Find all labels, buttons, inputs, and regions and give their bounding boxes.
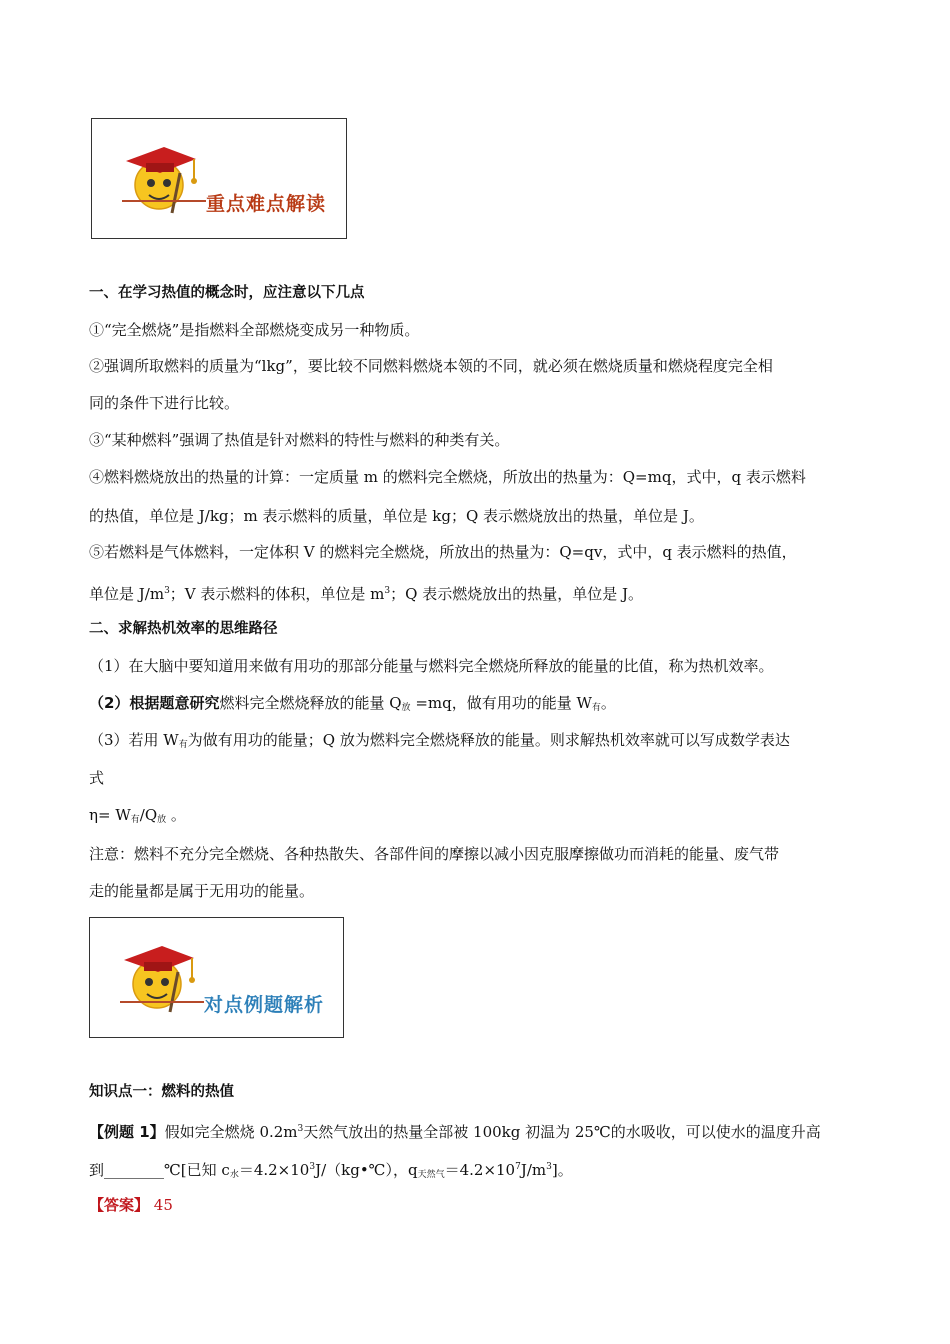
section1-point4-line1: ④燃料燃烧放出的热量的计算：一定质量 m 的燃料完全燃烧，所放出的热量为：Q=mq，式中，q 表示燃料	[89, 468, 806, 486]
section1-point2-line2: 同的条件下进行比较。	[89, 394, 240, 412]
section1-point2-line1: ②强调所取燃料的质量为“lkg”，要比较不同燃料燃烧本领的不同，就必须在燃烧质量和燃烧程度完全相	[89, 357, 773, 375]
note-line1: 注意：燃料不充分完全燃烧、各种热散失、各部件间的摩擦以减小因克服摩擦做功而消耗的能量、废气带	[89, 845, 780, 863]
section1-point5-line1: ⑤若燃料是气体燃料，一定体积 V 的燃料完全燃烧，所放出的热量为：Q=qv，式中，q 表示燃料的热值，	[89, 543, 797, 561]
graduation-cap-smiley-icon	[112, 932, 202, 1022]
banner-divider	[120, 1001, 204, 1003]
answer: 【答案】 45	[89, 1196, 173, 1214]
section1-heading: 一、在学习热值的概念时，应注意以下几点	[89, 285, 365, 301]
note-line2: 走的能量都是属于无用功的能量。	[89, 882, 315, 900]
graduation-cap-smiley-icon	[114, 133, 204, 223]
key-points-banner	[91, 118, 347, 239]
example1-line1: 【例题 1】假如完全燃烧 $0.2m^3$天然气放出的热量全部被 100kg 初温为 25℃的水吸收，可以使水的温度升高	[89, 1123, 821, 1141]
section2-heading: 二、求解热机效率的思维路径	[89, 621, 278, 637]
section1-point1: ①“完全燃烧”是指燃料全部燃烧变成另一种物质。	[89, 321, 420, 339]
section1-point5-line2: 单位是 $J/m^3$；V 表示燃料的体积，单位是 $m^3$；Q 表示燃烧放出的热量，单位是 J。	[89, 585, 643, 603]
banner-title: 对点例题解析	[204, 994, 325, 1016]
example1-line2: 到________℃[已知 $c_水=4.2\times 10^3J/(kg•℃)$，$q_{天然气}=4.2\times 10^7J/m^3$]。	[89, 1161, 573, 1180]
examples-banner	[89, 917, 344, 1038]
efficiency-formula: $\eta= W_有/Q_放$ 。	[89, 806, 186, 825]
banner-divider	[122, 200, 206, 202]
section2-step2: （2）根据题意研究燃料完全燃烧释放的能量 $Q_放 =mq$，做有用功的能量 $W_有$。	[89, 694, 616, 713]
section2-step1: （1）在大脑中要知道用来做有用功的那部分能量与燃料完全燃烧所释放的能量的比值，称为热机效率。	[89, 657, 774, 675]
section2-step3-line2: 式	[89, 769, 105, 787]
section2-step3-line1: （3）若用 $W_有$为做有用功的能量；Q 放为燃料完全燃烧释放的能量。则求解热机效率就可以写成数学表达	[89, 731, 790, 750]
banner-title: 重点难点解读	[206, 193, 327, 215]
section1-point3: ③“某种燃料”强调了热值是针对燃料的特性与燃料的种类有关。	[89, 431, 510, 449]
section1-point4-line2: 的热值，单位是 J/kg；m 表示燃料的质量，单位是 kg；Q 表示燃烧放出的热量，单位是 J。	[89, 507, 704, 525]
knowledge-heading: 知识点一：燃料的热值	[89, 1084, 234, 1100]
